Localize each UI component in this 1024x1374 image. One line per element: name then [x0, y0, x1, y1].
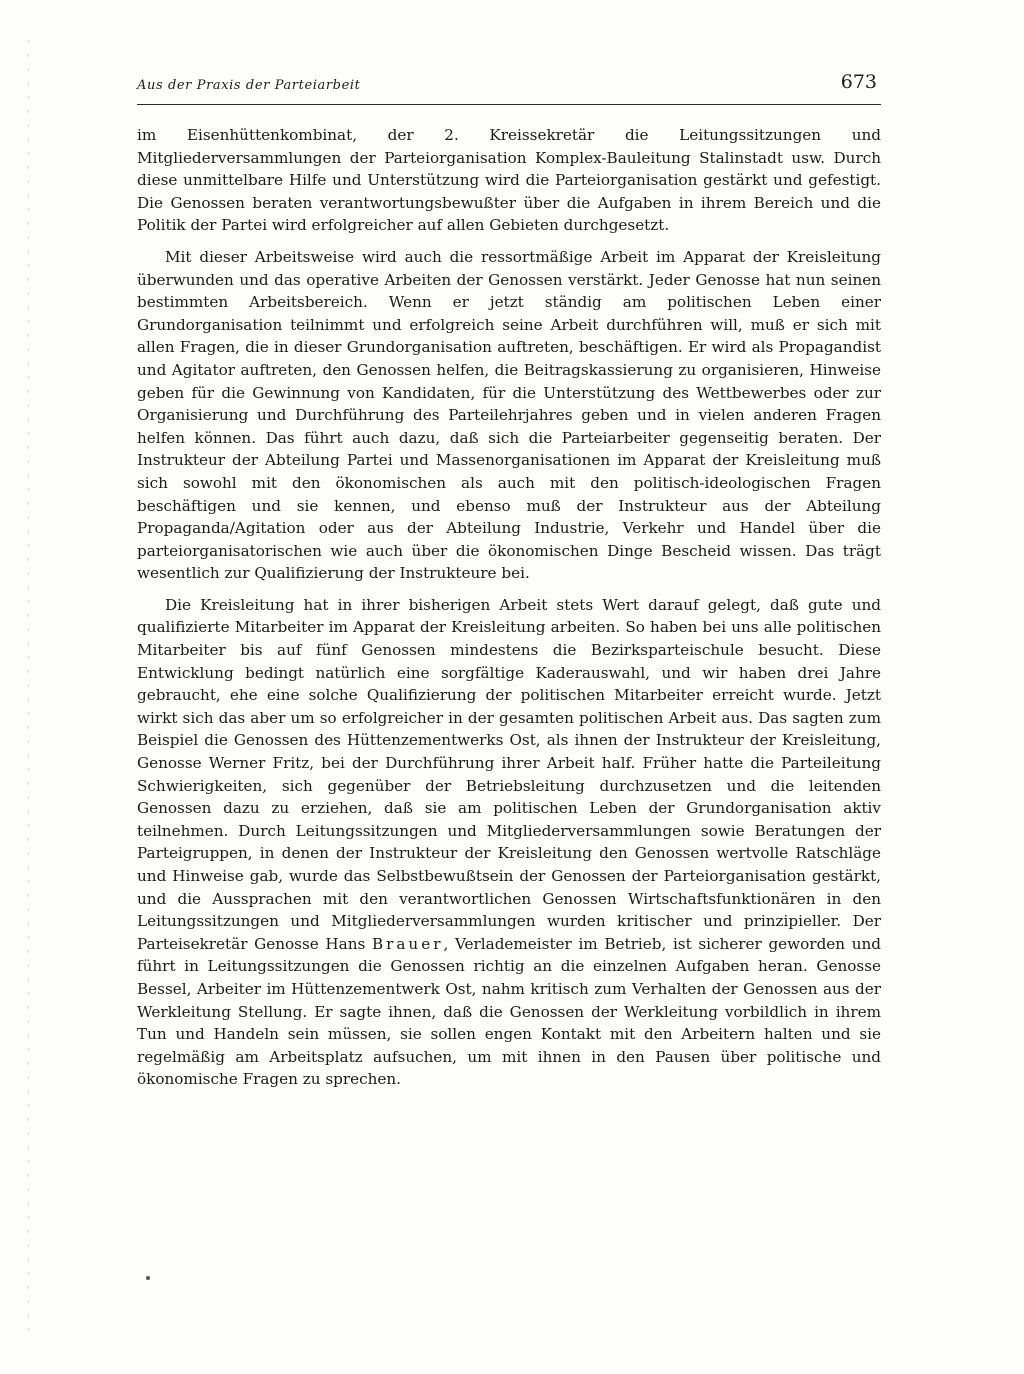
name-brauer: Brauer	[371, 934, 444, 953]
page-header	[137, 70, 881, 105]
paragraph-3-part-2: , Verlademeister im Betrieb, ist sicherer geworden und führt in Leitungssitzungen die Genossen richtig an die einzelnen Aufgaben heran. Genosse Bessel, Arbeiter im Hüttenzementwerk Ost, nahm kritisch zum Verhalten der Genossen aus der Werkleitung Stellung. Er sagte ihnen, daß die Genossen der Werkleitung vorbildlich in ihrem Tun und Handeln sein müssen, sie sollen engen Kontakt mit den Arbeitern halten und sie regelmäßig am Arbeitsplatz aufsuchen, um mit ihnen in den Pausen über politische und ökonomische Fragen zu sprechen.	[137, 934, 882, 1089]
paragraph-1: im Eisenhüttenkombinat, der 2. Kreissekretär die Leitungssitzungen und Mitgliederversammlungen der Parteiorganisation Komplex-Bauleitung Stalinstadt usw. Durch diese unmittelbare Hilfe und Unterstützung wird die Parteiorganisation gestärkt und gefestigt. Die Genossen beraten verantwortungsbewußter über die Aufgaben in ihrem Bereich und die Politik der Partei wird erfolgreicher auf allen Gebieten durchgesetzt.	[137, 126, 881, 235]
scan-margin-mark	[28, 40, 29, 1340]
paragraph-3	[137, 594, 881, 1091]
paragraph-3-part-1: Die Kreisleitung hat in ihrer bisherigen Arbeit stets Wert darauf gelegt, daß gute und qualifizierte Mitarbeiter im Apparat der Kreisleitung arbeiten. So haben bei uns alle politischen Mitarbeiter bis auf fünf Genossen mindestens die Bezirksparteischule besucht. Diese Entwicklung bedingt natürlich eine sorgfältige Kaderauswahl, und wir haben drei Jahre gebraucht, ehe eine solche Qualifizierung der politischen Mitarbeiter erreicht wurde. Jetzt wirkt sich das aber um so erfolgreicher in der gesamten politischen Arbeit aus. Das sagten zum Beispiel die Genossen des Hüttenzementwerks Ost, als ihnen der Instrukteur der Kreisleitung, Genosse Werner Fritz, bei der Durchführung ihrer Arbeit half. Früher hatte die Parteileitung Schwierigkeiten, sich gegenüber der Betriebsleitung durchzusetzen und die leitenden Genossen dazu zu erziehen, daß sie am politischen Leben der Grundorganisation aktiv teilnehmen. Durch Leitungssitzungen und Mitgliederversammlungen sowie Beratungen der Parteigruppen, in denen der Instrukteur der Kreisleitung den Genossen wertvolle Ratschläge und Hinweise gab, wurde das Selbstbewußtsein der Genossen der Parteiorganisation gestärkt, und die Aussprachen mit den verantwortlichen Genossen Wirtschaftsfunktionären in den Leitungssitzungen und Mitgliederversammlungen wurden kritischer und prinzipieller. Der Parteisekretär Genosse Hans	[137, 595, 881, 953]
paragraph-2: Mit dieser Arbeitsweise wird auch die ressortmäßige Arbeit im Apparat der Kreisleitung überwunden und das operative Arbeiten der Genossen verstärkt. Jeder Genosse hat nun seinen bestimmten Arbeitsbereich. Wenn er jetzt ständig am politischen Leben einer Grundorganisation teilnimmt und erfolgreich seine Arbeit durchführen will, muß er sich mit allen Fragen, die in dieser Grundorganisation auftreten, beschäftigen. Er wird als Propagandist und Agitator auftreten, den Genossen helfen, die Beitragskassierung zu organisieren, Hinweise geben für die Gewinnung von Kandidaten, für die Unterstützung des Wettbewerbes oder zur Organisierung und Durchführung des Parteilehrjahres geben und in vielen anderen Fragen helfen können. Das führt auch dazu, daß sich die Parteiarbeiter gegenseitig beraten. Der Instrukteur der Abteilung Partei und Massenorganisationen im Apparat der Kreisleitung muß sich sowohl mit den ökonomischen als auch mit den politisch-ideologischen Fragen beschäftigen und sie kennen, und ebenso muß der Instrukteur aus der Abteilung Propaganda/Agitation oder aus der Abteilung Industrie, Verkehr und Handel über die parteiorganisatorischen wie auch über die ökonomischen Dinge Bescheid wissen. Das trägt wesentlich zur Qualifizierung der Instrukteure bei.	[137, 247, 881, 583]
page-number: 673	[840, 71, 877, 93]
running-head: Aus der Praxis der Parteiarbeit	[137, 78, 361, 93]
body-text	[137, 124, 881, 1100]
scan-speck	[146, 1276, 150, 1280]
